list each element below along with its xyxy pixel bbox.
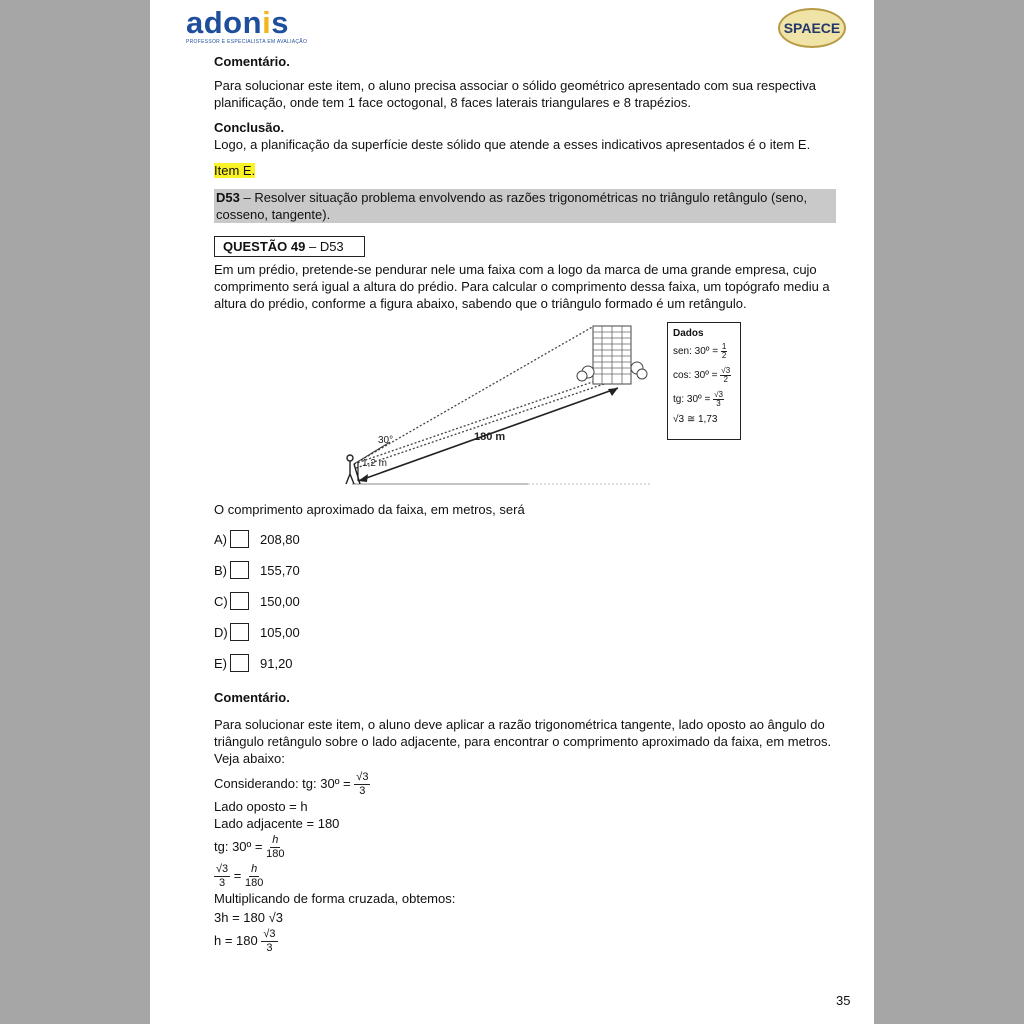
considering-label: Considerando: tg: 30º =	[214, 775, 351, 791]
option-value: 91,20	[260, 655, 293, 671]
step-two-frac	[261, 928, 277, 955]
dados-cos-frac	[720, 367, 731, 384]
eq-sign: =	[233, 867, 242, 883]
angle-label: 30°	[378, 435, 394, 446]
options-list	[214, 529, 836, 673]
solution-heading: Comentário.	[214, 690, 290, 705]
considering-frac	[354, 771, 370, 798]
page-content	[214, 50, 836, 955]
option-e[interactable]	[214, 653, 836, 673]
option-letter: D)	[214, 624, 228, 640]
considering-num: √3	[356, 771, 369, 783]
considering-den: 3	[359, 785, 366, 797]
height-label: 1,2 m	[362, 458, 388, 469]
dados-box	[667, 322, 741, 440]
question-statement: Em um prédio, pretende-se pendurar nele uma faixa com a logo da marca de uma grande empresa, cujo comprimento será igual a altura do prédio. Para calcular o comprimento dessa faixa, um topógrafo mediu a altura do prédio, conforme a figura abaixo, sabendo que o triângulo formado é um retângulo.	[214, 262, 830, 311]
dados-title: Dados	[673, 328, 704, 339]
logo-text-end: s	[271, 5, 289, 40]
sight-line-upper	[354, 378, 604, 464]
cross-multiply-text: Multiplicando de forma cruzada, obtemos:	[214, 891, 456, 906]
tg-den: 180	[266, 848, 285, 860]
considering-line	[214, 771, 836, 798]
option-letter: E)	[214, 655, 227, 671]
eq-left-den: 3	[219, 877, 226, 889]
eq-right-den: 180	[245, 877, 264, 889]
option-value: 105,00	[260, 624, 300, 640]
option-letter: C)	[214, 593, 228, 609]
distance-label: 180 m	[474, 431, 506, 443]
tg-label: tg: 30º =	[214, 838, 263, 854]
question-label-box	[214, 236, 365, 257]
dados-sen-frac	[721, 343, 727, 360]
step-two-num: √3	[263, 928, 276, 940]
option-checkbox[interactable]	[230, 561, 249, 579]
building-triangle-figure	[332, 316, 672, 500]
opposite-side: Lado oposto = h	[214, 799, 308, 814]
conclusion-heading: Conclusão.	[214, 120, 285, 135]
dados-tg-den: 3	[716, 399, 721, 408]
descriptor-code: D53	[216, 190, 240, 205]
option-value: 208,80	[260, 531, 300, 547]
option-value: 150,00	[260, 593, 300, 609]
solution-text: Para solucionar este item, o aluno deve aplicar a razão trigonométrica tangente, lado oposto ao ângulo do triângulo retângulo sobre o lado adjacente, para encontrar o comprimento aproximado da faixa, em metros. Veja abaixo:	[214, 717, 832, 766]
dados-cos-label: cos: 30º =	[673, 370, 718, 382]
dados-sen-num: 1	[721, 342, 727, 351]
dados-cos-num: √3	[721, 366, 731, 375]
arrowhead-right	[608, 388, 618, 396]
descriptor-text: – Resolver situação problema envolvendo as razões trigonométricas no triângulo retângulo (seno, cosseno, tangente).	[216, 190, 808, 222]
logo-tagline: PROFESSOR E ESPECIALISTA EM AVALIAÇÃO	[186, 39, 308, 45]
logo-text-main: adon	[186, 5, 263, 40]
option-checkbox[interactable]	[230, 654, 249, 672]
dados-sen-den: 2	[721, 351, 727, 360]
option-checkbox[interactable]	[230, 592, 249, 610]
answer-highlight: Item E.	[214, 163, 256, 178]
eq-left-num: √3	[216, 863, 229, 875]
eq-right-frac	[245, 863, 263, 890]
question-label: QUESTÃO 49	[223, 239, 306, 254]
equation-line	[214, 863, 836, 890]
question-code: – D53	[305, 239, 344, 254]
dados-cos-den: 2	[723, 375, 728, 384]
descriptor-box	[214, 189, 836, 223]
tg-num: h	[272, 834, 279, 846]
option-d[interactable]	[214, 622, 836, 642]
comment-heading: Comentário.	[214, 54, 290, 69]
dados-tg-num: √3	[714, 390, 723, 399]
logo-text-accent: i	[262, 5, 272, 40]
adjacent-side: Lado adjacente = 180	[214, 816, 340, 831]
step-two-den: 3	[266, 942, 273, 954]
page-number: 35	[836, 993, 851, 1008]
option-value: 155,70	[260, 562, 300, 578]
step-one: 3h = 180 √3	[214, 910, 283, 925]
dados-sen-label: sen: 30º =	[673, 346, 719, 358]
question-figure	[214, 316, 836, 500]
comment-text: Para solucionar este item, o aluno precisa associar o sólido geométrico apresentado com sua respectiva planificação, onde tem 1 face octogonal, 8 faces laterais triangulares e 8 trapézios.	[214, 78, 816, 110]
eq-left-frac	[214, 863, 230, 890]
option-checkbox[interactable]	[230, 530, 249, 548]
tg-frac	[266, 834, 284, 861]
option-c[interactable]	[214, 591, 836, 611]
dados-tg-frac	[713, 391, 724, 408]
option-b[interactable]	[214, 560, 836, 580]
option-letter: B)	[214, 562, 227, 578]
dados-tg-label: tg: 30º =	[673, 394, 711, 406]
spaece-logo: SPAECE	[778, 8, 846, 48]
document-page	[150, 0, 874, 1024]
option-a[interactable]	[214, 529, 836, 549]
step-two-label: h = 180	[214, 932, 258, 948]
eq-right-num: h	[251, 863, 258, 875]
conclusion-text: Logo, a planificação da superfície deste sólido que atende a esses indicativos apresentados é o item E.	[214, 137, 811, 152]
sight-line-lower	[356, 382, 610, 468]
option-letter: A)	[214, 531, 227, 547]
option-checkbox[interactable]	[230, 623, 249, 641]
question-prompt: O comprimento aproximado da faixa, em metros, será	[214, 502, 525, 517]
adonis-logo	[186, 6, 307, 45]
tg-line	[214, 834, 836, 861]
dados-approx: √3 ≅ 1,73	[673, 414, 718, 425]
step-two	[214, 928, 836, 955]
